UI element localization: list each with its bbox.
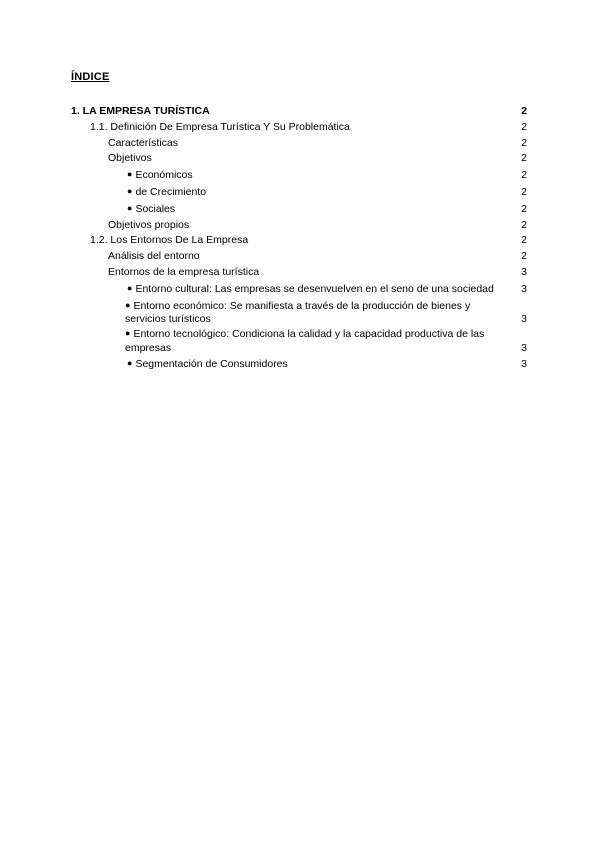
toc-entry-text: Entornos de la empresa turística	[108, 265, 260, 278]
toc-entry[interactable]	[71, 136, 527, 152]
toc-entry-label: Segmentación de Consumidores	[135, 358, 288, 371]
toc-page-number: 2	[521, 136, 527, 149]
toc-page-number: 3	[521, 265, 527, 278]
toc-entry[interactable]	[71, 184, 527, 201]
bullet-icon: ●	[127, 282, 133, 293]
toc-page-number: 2	[521, 218, 527, 231]
toc-page-number: 2	[521, 234, 527, 247]
toc-page-number: 2	[521, 120, 527, 133]
toc-page-number: 2	[521, 152, 527, 165]
toc-entry-text: 1.2. Los Entornos De La Empresa	[90, 234, 249, 247]
toc-entry[interactable]	[71, 120, 527, 136]
toc-entry-label: de Crecimiento	[135, 185, 207, 198]
toc-page-number: 2	[521, 250, 527, 263]
toc-entry-label: Entorno cultural: Las empresas se desenvuelven en el seno de una sociedad	[135, 282, 494, 295]
toc-entry-text: 1.1. Definición De Empresa Turística Y Su Problemática	[90, 120, 350, 133]
toc-entry[interactable]	[71, 249, 527, 265]
toc-page-number: 2	[521, 169, 527, 182]
toc-page-number: 3	[521, 341, 527, 354]
bullet-icon: ●	[127, 358, 133, 369]
index-heading: ÍNDICE	[71, 71, 110, 83]
toc-entry-text	[127, 281, 494, 298]
toc-page-number: 3	[521, 358, 527, 371]
toc-entry[interactable]	[71, 218, 527, 234]
toc-page-number: 2	[521, 202, 527, 215]
toc-entry-text: Objetivos	[108, 152, 152, 165]
toc-entry-text	[127, 184, 206, 201]
toc-entry-label: Económicos	[135, 169, 193, 182]
toc-page-number: 3	[521, 282, 527, 295]
toc-entry[interactable]	[71, 265, 527, 281]
bullet-icon: ●	[127, 185, 133, 196]
bullet-icon: ●	[125, 299, 131, 310]
toc-page-number: 2	[521, 105, 527, 117]
toc-entry-label: Sociales	[135, 202, 176, 215]
toc-entry[interactable]	[71, 167, 527, 184]
toc-entry-text	[127, 356, 288, 373]
table-of-contents	[71, 104, 527, 373]
toc-entry-label: Entorno tecnológico: Condiciona la calidad y la capacidad productiva de las empresas	[125, 328, 485, 354]
toc-entry-text	[125, 300, 470, 325]
toc-entry-text: Características	[108, 136, 179, 149]
toc-entry[interactable]	[71, 299, 527, 327]
toc-entry[interactable]	[71, 327, 527, 355]
toc-entry-text	[127, 201, 175, 218]
toc-entry-text	[127, 167, 193, 184]
toc-entry[interactable]	[71, 356, 527, 373]
toc-entry-label: Entorno económico: Se manifiesta a través de la producción de bienes y servicios turísticos	[125, 299, 471, 325]
bullet-icon: ●	[127, 169, 133, 180]
bullet-icon: ●	[125, 328, 131, 339]
toc-entry[interactable]	[71, 281, 527, 298]
toc-entry[interactable]	[71, 104, 527, 120]
toc-page-number: 2	[521, 185, 527, 198]
toc-entry-text: Objetivos propios	[108, 218, 190, 231]
toc-entry-text	[125, 328, 484, 353]
toc-page-number: 3	[521, 312, 527, 325]
toc-entry-text: Análisis del entorno	[108, 250, 200, 263]
bullet-icon: ●	[127, 202, 133, 213]
toc-entry[interactable]	[71, 151, 527, 167]
toc-entry[interactable]	[71, 233, 527, 249]
toc-entry-text: 1. LA EMPRESA TURÍSTICA	[71, 105, 210, 117]
toc-entry[interactable]	[71, 201, 527, 218]
